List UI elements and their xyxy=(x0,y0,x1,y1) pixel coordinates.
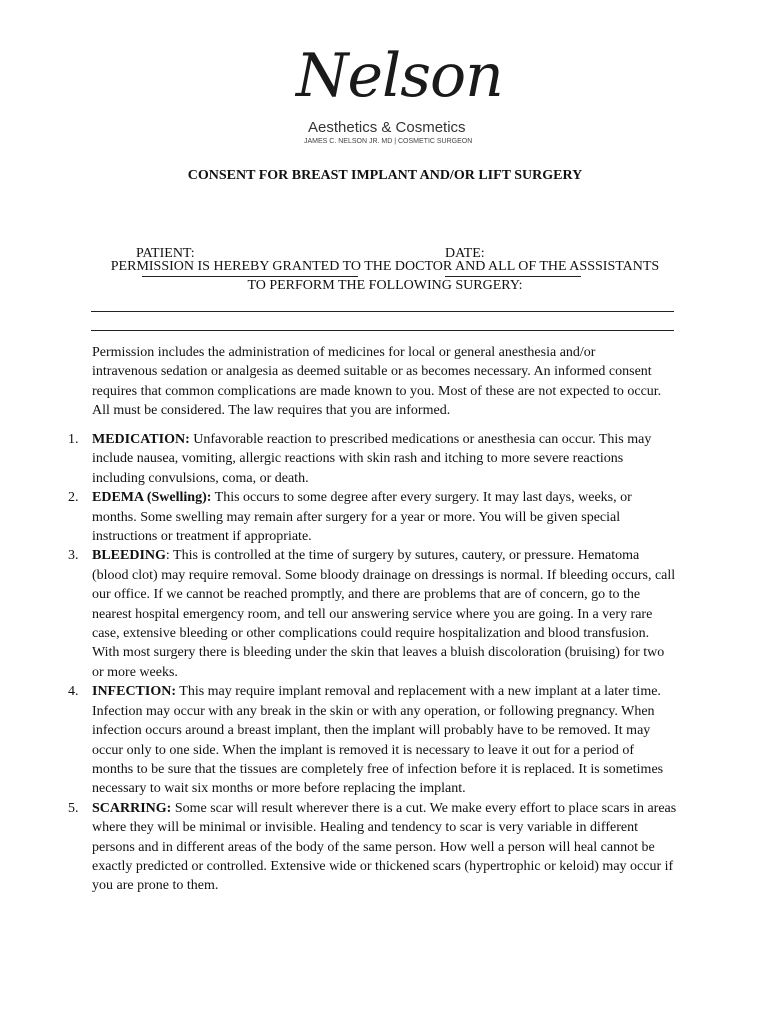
intro-paragraph: Permission includes the administration of medicines for local or general anesthesia and/or intravenous sedation or analgesia as deemed suitable or as becomes necessary. An informed consent requires that common complications are made known to you. Most of these are not expected to occur. All must be considered. The law requires that you are informed. xyxy=(92,345,662,419)
item-number: 4. xyxy=(68,684,79,700)
permission-heading: PERMISSION IS HEREBY GRANTED TO THE DOCTOR AND ALL OF THE ASSSISTANTS TO PERFORM THE FOLLOWING SURGERY: xyxy=(110,259,660,293)
item-number: 3. xyxy=(68,548,79,564)
list-item xyxy=(62,546,677,682)
surgery-line-2[interactable] xyxy=(91,330,674,331)
item-heading: EDEMA (Swelling): xyxy=(92,490,212,506)
item-text: This occurs to some degree after every surgery. It may last days, weeks, or months. Some swelling may remain after surgery for a year or more. You will be given special instructions or treatment if appropriate. xyxy=(92,490,632,545)
item-heading: INFECTION: xyxy=(92,684,177,700)
list-item xyxy=(62,799,677,896)
logo-tagline: JAMES C. NELSON JR. MD | COSMETIC SURGEON xyxy=(304,138,473,145)
date-label: DATE: xyxy=(445,246,485,261)
complications-list xyxy=(62,430,677,896)
patient-label: PATIENT: xyxy=(136,246,195,261)
item-text: This may require implant removal and replacement with a new implant at a later time. Infection may occur with any break in the skin or with any operation, or following pregnancy. When infection occurs around a breast implant, then the implant will probably have to be removed. It may occur only to one side. When the implant is removed it is necessary to leave it out for a period of months to be sure that the tissues are completely free of infection before it is replaced. It is sometimes necessary to wait six months or more before replacing the implant. xyxy=(92,684,664,797)
item-number: 1. xyxy=(68,432,79,447)
item-text: : This is controlled at the time of surgery by sutures, cautery, or pressure. Hematoma (blood clot) may require removal. Some bloody drainage on dressings is normal. If bleeding occurs, call our office. If we cannot be reached promptly, and there are problems that are of concern, go to the nearest hospital emergency room, and tell our answering service where you are going. In a very rare case, extensive bleeding or other complications could require hospitalization and blood transfusion. With most surgery there is bleeding under the skin that leaves a bluish discoloration (bruising) for two or more weeks. xyxy=(92,548,676,680)
item-number: 2. xyxy=(68,490,79,506)
item-text: Some scar will result wherever there is a cut. We make every effort to place scars in areas where they will be minimal or invisible. Healing and tendency to scar is very variable in different persons and in different areas of the body of the same person. How well a person will heal cannot be exactly predicted or controlled. Extensive wide or thickened scars (hypertrophic or keloid) may occur if you are prone to them. xyxy=(92,800,677,894)
document-title: CONSENT FOR BREAST IMPLANT AND/OR LIFT SURGERY xyxy=(187,168,583,183)
list-item xyxy=(62,430,677,488)
list-item xyxy=(62,682,677,798)
logo-subtitle: Aesthetics & Cosmetics xyxy=(308,119,466,136)
item-heading: SCARRING: xyxy=(92,800,172,816)
list-item xyxy=(62,488,677,546)
logo-script-text: Nelson xyxy=(296,41,503,111)
item-heading: MEDICATION: xyxy=(92,432,190,447)
item-number: 5. xyxy=(68,800,79,816)
item-heading: BLEEDING xyxy=(92,548,166,564)
item-text: Unfavorable reaction to prescribed medications or anesthesia can occur. This may include nausea, vomiting, allergic reactions with skin rash and itching to more severe reactions including convulsions, coma, or death. xyxy=(92,432,652,486)
surgery-line-1[interactable] xyxy=(91,311,674,312)
clinic-logo xyxy=(290,41,503,152)
